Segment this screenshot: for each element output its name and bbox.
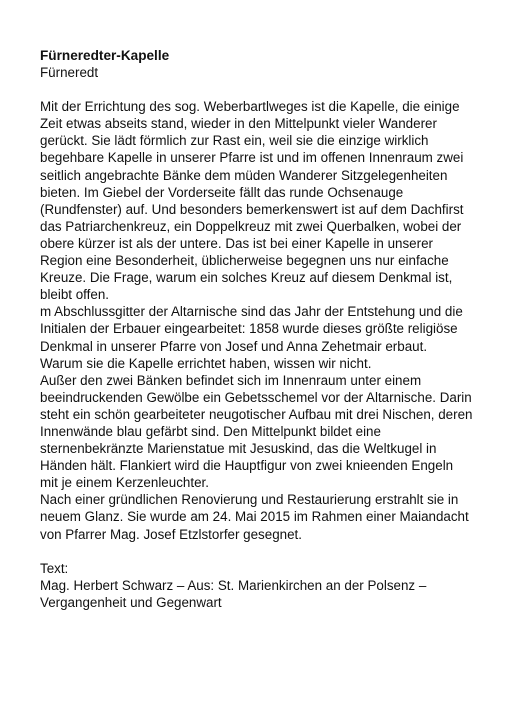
body-line: neuem Glanz. Sie wurde am 24. Mai 2015 im Rahmen einer Maiandacht [40,509,469,525]
body-line: sternenbekränzte Marienstatue mit Jesuskind, das die Weltkugel in [40,441,437,457]
body-line: (Rundfenster) auf. Und besonders bemerkenswert ist auf dem Dachfirst [40,201,464,217]
body-line: bieten. Im Giebel der Vorderseite fällt das runde Ochsenauge [40,184,404,200]
body-line: Außer den zwei Bänken befindet sich im Innenraum unter einem [40,372,422,388]
body-line: Nach einer gründlichen Renovierung und Restaurierung erstrahlt sie in [40,492,459,508]
credits-line: Vergangenheit und Gegenwart [40,594,222,610]
body-line: Zeit etwas abseits stand, wieder in den Mittelpunkt vieler Wanderer [40,116,437,132]
credits-line: Mag. Herbert Schwarz – Aus: St. Marienkirchen an der Polsenz – [40,577,427,593]
credits-section [40,560,492,611]
body-line: steht ein schön gearbeiteter neugotischer Aufbau mit drei Nischen, deren [40,406,473,422]
body-line: Region eine Besonderheit, üblicherweise begegnen uns nur einfache [40,253,449,269]
document-body [40,98,492,542]
body-line: Kreuze. Die Frage, warum ein solches Kreuz auf diesem Denkmal ist, [40,270,453,286]
body-line: bleibt offen. [40,287,109,303]
credits-label: Text: [40,560,69,576]
document-page [40,47,492,611]
body-line: gerückt. Sie lädt förmlich zur Rast ein, weil sie die einzige wirklich [40,133,429,149]
body-line: m Abschlussgitter der Altarnische sind das Jahr der Entstehung und die [40,304,463,320]
body-line: Innenwände blau gefärbt sind. Den Mittelpunkt bildet eine [40,423,381,439]
document-title: Fürneredter-Kapelle [40,48,170,63]
body-line: seitlich angebrachte Bänke dem müden Wanderer Sitzgelegenheiten [40,167,448,183]
body-line: Händen hält. Flankiert wird die Hauptfigur von zwei knieenden Engeln [40,458,454,474]
body-line: obere kürzer ist als der untere. Das ist bei einer Kapelle in unserer [40,235,433,251]
body-line: das Patriarchenkreuz, ein Doppelkreuz mit zwei Querbalken, wobei der [40,218,462,234]
body-line: begehbare Kapelle in unserer Pfarre ist und im offenen Innenraum zwei [40,150,464,166]
body-line: Mit der Errichtung des sog. Weberbartlweges ist die Kapelle, die einige [40,99,460,115]
body-line: mit je einem Kerzenleuchter. [40,475,209,491]
document-subtitle: Fürneredt [40,65,99,81]
body-line: von Pfarrer Mag. Josef Etzlstorfer gesegnet. [40,526,302,542]
body-line: Initialen der Erbauer eingearbeitet: 1858 wurde dieses größte religiöse [40,321,458,337]
body-line: Warum sie die Kapelle errichtet haben, wissen wir nicht. [40,355,372,371]
body-line: Denkmal in unserer Pfarre von Josef und Anna Zehetmair erbaut. [40,338,428,354]
body-line: beeindruckenden Gewölbe ein Gebetsschemel vor der Altarnische. Darin [40,389,472,405]
